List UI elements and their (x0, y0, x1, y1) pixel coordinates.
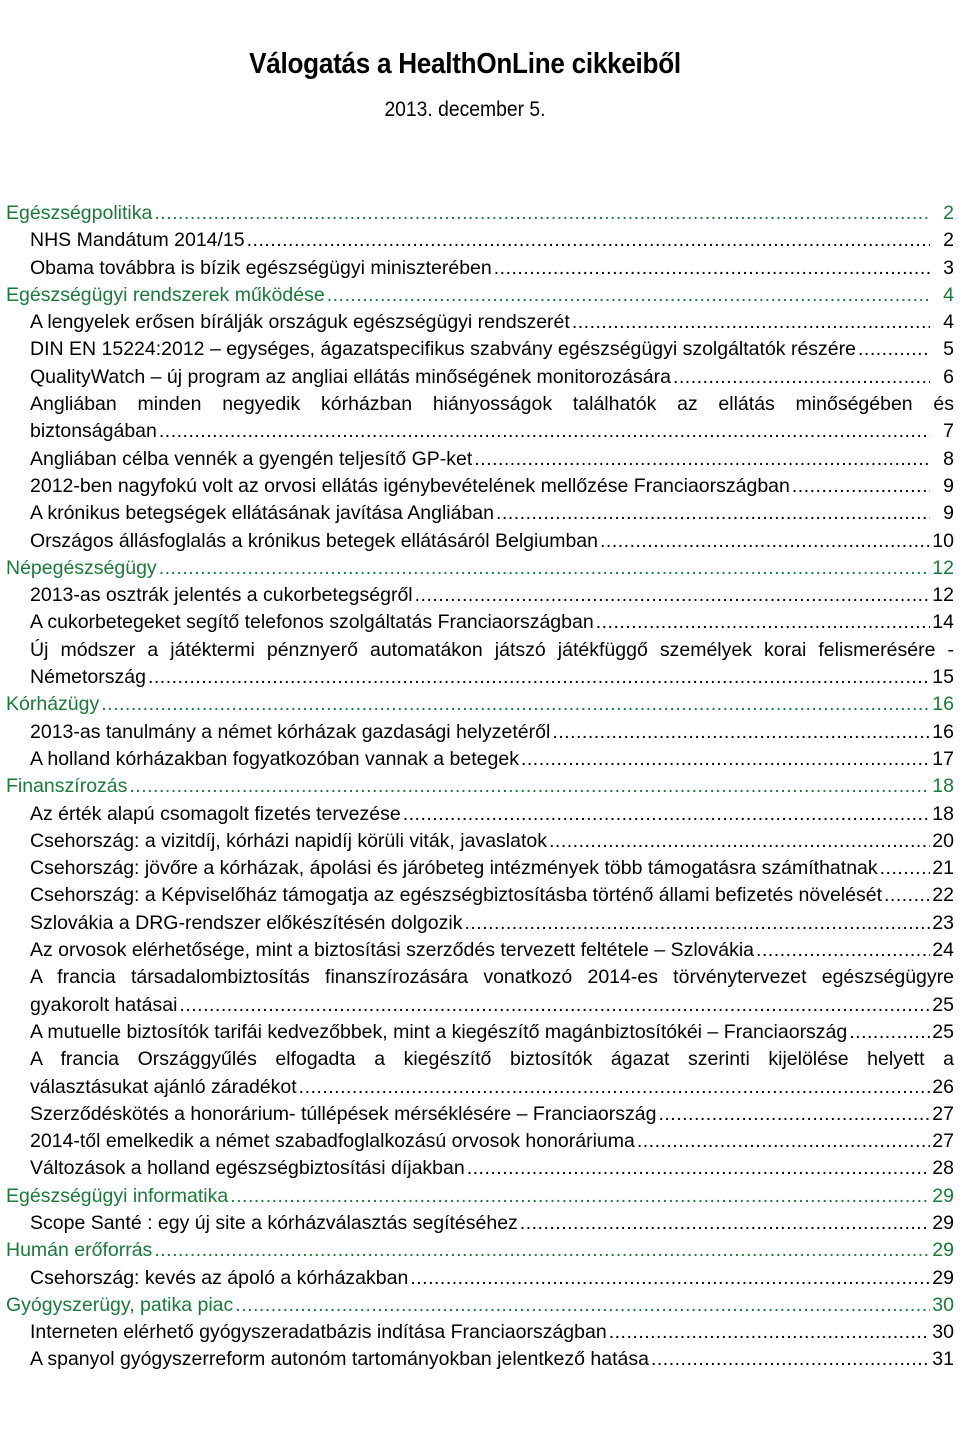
toc-item-title: Csehország: jövőre a kórházak, ápolási és járóbeteg intézmények több támogatásra számíthatnak (30, 857, 878, 880)
toc-leader-dots (496, 500, 930, 527)
toc-item-title: 2013-as tanulmány a német kórházak gazdasági helyzetéről (30, 720, 551, 743)
toc-page-number: 6 (943, 365, 954, 388)
toc-item-title: QualityWatch – új program az angliai ellátás minőségének monitorozására (30, 365, 671, 388)
toc-leader-dots (467, 1155, 930, 1182)
toc-item[interactable] (30, 1101, 954, 1128)
toc-page-number: 21 (932, 857, 954, 880)
toc-item-title: választásukat ajánló záradékot (30, 1075, 297, 1098)
toc-page-number: 14 (932, 611, 954, 634)
toc-page-number: 29 (932, 1211, 954, 1234)
toc-section[interactable] (6, 282, 954, 309)
toc-leader-dots (129, 773, 930, 800)
toc-leader-dots (159, 555, 930, 582)
table-of-contents (6, 200, 954, 1374)
toc-item[interactable] (30, 364, 954, 391)
toc-item-title: NHS Mandátum 2014/15 (30, 229, 245, 252)
toc-leader-dots (464, 910, 930, 937)
toc-leader-dots (651, 1346, 930, 1373)
toc-leader-dots (230, 1183, 930, 1210)
toc-item-title: biztonságában (30, 420, 157, 443)
toc-leader-dots (327, 282, 930, 309)
toc-page-number: 3 (943, 256, 954, 279)
toc-section[interactable] (6, 773, 954, 800)
toc-item-title: Kórházügy (6, 693, 100, 716)
toc-page-number: 29 (932, 1184, 954, 1207)
toc-item[interactable] (30, 964, 954, 1019)
toc-section[interactable] (6, 1292, 954, 1319)
toc-item-title: Az érték alapú csomagolt fizetés tervezése (30, 802, 401, 825)
toc-page-number: 12 (932, 556, 954, 579)
toc-item-title-line: Angliában minden negyedik kórházban hiányosságok találhatók az ellátás minőségében és (30, 393, 954, 416)
toc-page-number: 2 (943, 202, 954, 224)
toc-item-title: Egészségügyi informatika (6, 1184, 229, 1207)
toc-item[interactable] (30, 609, 954, 636)
toc-leader-dots (549, 828, 930, 855)
toc-item-title: Csehország: a Képviselőház támogatja az egészségbiztosításba történő állami befizetés növelését (30, 884, 882, 907)
toc-item-title: Németország (30, 666, 146, 689)
toc-item[interactable] (30, 719, 954, 746)
toc-leader-dots (299, 1074, 930, 1101)
toc-leader-dots (521, 746, 930, 773)
toc-item-title: Változások a holland egészségbiztosítási díjakban (30, 1157, 465, 1180)
toc-page-number: 17 (932, 747, 954, 770)
toc-item[interactable] (30, 1319, 954, 1346)
toc-leader-dots (884, 882, 930, 909)
toc-leader-dots (415, 582, 930, 609)
toc-item[interactable] (30, 446, 954, 473)
toc-item-title: Scope Santé : egy új site a kórházválasztás segítéséhez (30, 1211, 518, 1234)
toc-leader-dots (673, 364, 930, 391)
toc-leader-dots (849, 1019, 930, 1046)
toc-item-title: Humán erőforrás (6, 1239, 153, 1262)
toc-page-number: 31 (932, 1348, 954, 1371)
toc-item-title: gyakorolt hatásai (30, 993, 178, 1016)
toc-leader-dots (247, 227, 930, 254)
toc-leader-dots (159, 418, 930, 445)
toc-section[interactable] (6, 691, 954, 718)
toc-item[interactable] (30, 309, 954, 336)
toc-item[interactable] (30, 528, 954, 555)
toc-item-title: Csehország: a vizitdíj, kórházi napidíj körüli viták, javaslatok (30, 829, 547, 852)
toc-item[interactable] (30, 500, 954, 527)
toc-page-number: 28 (932, 1157, 954, 1180)
toc-item-title: A cukorbetegeket segítő telefonos szolgáltatás Franciaországban (30, 611, 594, 634)
toc-page-number: 9 (943, 474, 954, 497)
toc-page-number: 18 (932, 802, 954, 825)
toc-item-title: A lengyelek erősen bírálják országuk egészségügyi rendszerét (30, 311, 570, 334)
toc-item[interactable] (30, 1128, 954, 1155)
toc-item[interactable] (30, 336, 954, 363)
toc-leader-dots (792, 473, 930, 500)
toc-item[interactable] (30, 801, 954, 828)
toc-item[interactable] (30, 1019, 954, 1046)
toc-item-title-line: Új módszer a játéktermi pénznyerő automatákon játszó játékfüggő személyek korai felismerésére - (30, 638, 954, 661)
toc-item-title: Országos állásfoglalás a krónikus betegek ellátásáról Belgiumban (30, 529, 598, 552)
toc-item-title: A holland kórházakban fogyatkozóban vannak a betegek (30, 747, 519, 770)
toc-item[interactable] (30, 227, 954, 254)
toc-item-title: A mutuelle biztosítók tarifái kedvezőbbek, mint a kiegészítő magánbiztosítókéi – Franciaország (30, 1020, 848, 1043)
toc-page-number: 16 (932, 720, 954, 743)
toc-page-number: 27 (932, 1102, 954, 1125)
toc-item[interactable] (30, 828, 954, 855)
toc-page-number: 26 (932, 1075, 954, 1098)
toc-item[interactable] (30, 1046, 954, 1101)
toc-leader-dots (756, 937, 930, 964)
toc-item-title: Szlovákia a DRG-rendszer előkészítésén dolgozik (30, 911, 463, 934)
toc-leader-dots (154, 1237, 930, 1264)
toc-item[interactable] (30, 637, 954, 692)
toc-leader-dots (596, 609, 930, 636)
toc-page-number: 12 (932, 584, 954, 607)
toc-leader-dots (148, 664, 930, 691)
toc-leader-dots (637, 1128, 930, 1155)
toc-leader-dots (572, 309, 930, 336)
toc-page-number: 18 (932, 775, 954, 798)
toc-page-number: 8 (943, 447, 954, 470)
toc-item-title: Egészségpolitika (6, 202, 153, 224)
toc-page-number: 20 (932, 829, 954, 852)
toc-item[interactable] (30, 391, 954, 446)
toc-item[interactable] (30, 1265, 954, 1292)
toc-leader-dots (403, 801, 930, 828)
document-title: Válogatás a HealthOnLine cikkeiből (249, 48, 681, 80)
toc-leader-dots (474, 446, 930, 473)
toc-item[interactable] (30, 910, 954, 937)
toc-leader-dots (179, 992, 930, 1019)
toc-page-number: 10 (932, 529, 954, 552)
toc-item[interactable] (30, 746, 954, 773)
toc-page-number: 15 (932, 666, 954, 689)
toc-leader-dots (101, 691, 930, 718)
toc-item-title: Csehország: kevés az ápoló a kórházakban (30, 1266, 409, 1289)
toc-leader-dots (600, 528, 930, 555)
toc-page-number: 23 (932, 911, 954, 934)
toc-section[interactable] (6, 1237, 954, 1264)
toc-item[interactable] (30, 855, 954, 882)
toc-item-title: Finanszírozás (6, 775, 128, 798)
toc-section[interactable] (6, 200, 954, 227)
toc-item[interactable] (30, 937, 954, 964)
document-date: 2013. december 5. (384, 98, 546, 121)
toc-page-number: 30 (932, 1293, 954, 1316)
toc-page-number: 29 (932, 1239, 954, 1262)
toc-page-number: 4 (943, 311, 954, 334)
toc-page-number: 16 (932, 693, 954, 716)
toc-item[interactable] (30, 882, 954, 909)
toc-item-title: A krónikus betegségek ellátásának javítása Angliában (30, 502, 494, 525)
toc-leader-dots (410, 1265, 930, 1292)
toc-item-title: DIN EN 15224:2012 – egységes, ágazatspecifikus szabvány egészségügyi szolgáltatók részére (30, 338, 856, 361)
toc-item-title: Egészségügyi rendszerek működése (6, 283, 325, 306)
toc-leader-dots (552, 719, 930, 746)
toc-page-number: 25 (932, 1020, 954, 1043)
toc-item[interactable] (30, 582, 954, 609)
toc-leader-dots (154, 200, 930, 227)
toc-item[interactable] (30, 1346, 954, 1373)
toc-item[interactable] (30, 1155, 954, 1182)
toc-leader-dots (609, 1319, 930, 1346)
toc-item[interactable] (30, 1210, 954, 1237)
toc-leader-dots (235, 1292, 930, 1319)
toc-item-title: Szerződéskötés a honorárium- túllépések mérséklésére – Franciaország (30, 1102, 657, 1125)
toc-item-title-line: A francia Országgyűlés elfogadta a kiegészítő biztosítók ágazat szerinti kijelölése helyett a (30, 1048, 954, 1071)
toc-section[interactable] (6, 1183, 954, 1210)
toc-item-title: Interneten elérhető gyógyszeradatbázis indítása Franciaországban (30, 1321, 607, 1344)
toc-page-number: 9 (943, 502, 954, 525)
toc-leader-dots (658, 1101, 930, 1128)
toc-page-number: 24 (932, 939, 954, 962)
toc-leader-dots (858, 336, 930, 363)
toc-page-number: 27 (932, 1130, 954, 1153)
toc-item-title: Gyógyszerügy, patika piac (6, 1293, 234, 1316)
toc-section[interactable] (6, 555, 954, 582)
toc-item-title: Angliában célba vennék a gyengén teljesítő GP-ket (30, 447, 473, 470)
toc-page-number: 30 (932, 1321, 954, 1344)
toc-item-title: A spanyol gyógyszerreform autonóm tartományokban jelentkező hatása (30, 1348, 649, 1371)
toc-item[interactable] (30, 255, 954, 282)
toc-page-number: 29 (932, 1266, 954, 1289)
toc-page-number: 22 (932, 884, 954, 907)
toc-item-title-line: A francia társadalombiztosítás finanszírozására vonatkozó 2014-es törvénytervezet egészségügyre (30, 966, 954, 989)
toc-page-number: 2 (943, 229, 954, 252)
toc-leader-dots (520, 1210, 930, 1237)
toc-item-title: Az orvosok elérhetősége, mint a biztosítási szerződés tervezett feltétele – Szlovákia (30, 939, 755, 962)
toc-item-title: 2014-től emelkedik a német szabadfoglalkozású orvosok honoráriuma (30, 1130, 635, 1153)
toc-page-number: 4 (943, 283, 954, 306)
toc-item-title: Obama továbbra is bízik egészségügyi miniszterében (30, 256, 492, 279)
toc-item-title: 2012-ben nagyfokú volt az orvosi ellátás igénybevételének mellőzése Franciaországban (30, 474, 790, 497)
toc-item[interactable] (30, 473, 954, 500)
toc-page-number: 5 (943, 338, 954, 361)
toc-page-number: 25 (932, 993, 954, 1016)
toc-item-title: 2013-as osztrák jelentés a cukorbetegségről (30, 584, 413, 607)
toc-page-number: 7 (943, 420, 954, 443)
toc-item-title: Népegészségügy (6, 556, 157, 579)
toc-leader-dots (494, 255, 930, 282)
toc-leader-dots (880, 855, 930, 882)
